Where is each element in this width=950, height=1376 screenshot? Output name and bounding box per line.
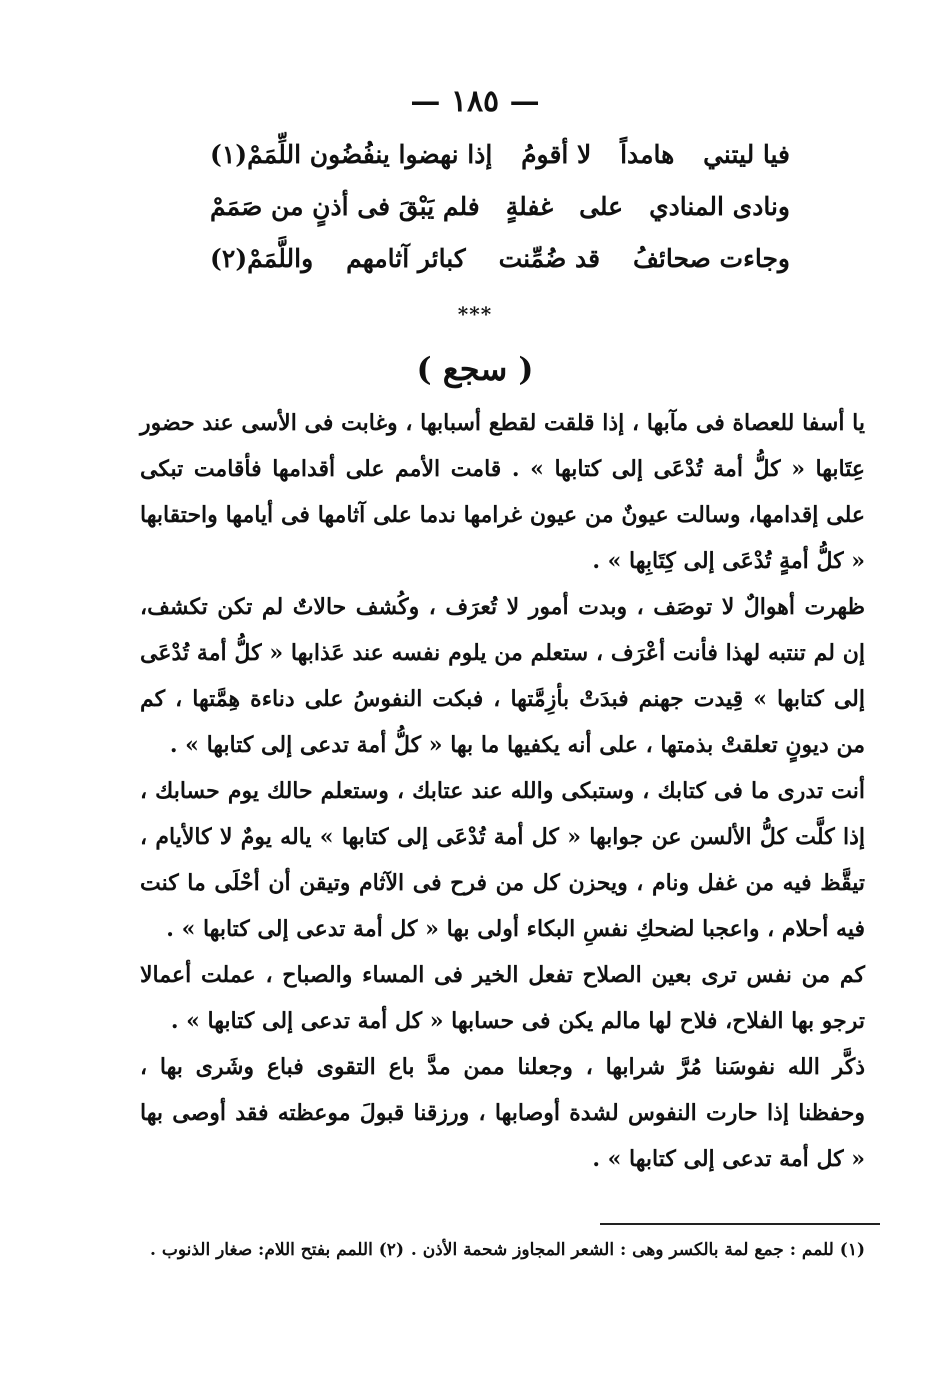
verse-segment: لا أقومُ [521,140,592,169]
verse-segment: غفلةٍ [505,192,554,221]
footnotes [150,1240,865,1260]
verse-segment: واللَّمَمْ(٢) [210,244,314,273]
verse-segment: على [579,192,624,221]
verse-segment: فلم يَبْقَ فى أذنٍ من صَمَمْ [210,192,480,221]
paragraph: ظهرت أهوالٌ لا توصَف ، وبدت أمور لا تُعرَف ، وكُشف حالاتٌ لم تكن تكشف، إن لم تنتبه لهذا فأنت أعْرَف ، ستعلم من يلوم نفسه عند عَذابها « كلُّ أمة تُدْعَى إلى كتابها » قِيدت جهنم فبدَتْ بأزِمَّتها ، فبكت النفوسُ على دناءة هِمَّتها ، كم من ديونٍ تعلقتْ بذمتها ، على أنه يكفيها ما بها « كلُّ أمة تدعى إلى كتابها » . [140,594,865,758]
poem-verse [210,192,790,244]
verse-segment: وجاءت صحائفُ [633,244,790,273]
verse-segment: ونادى المنادي [649,192,790,221]
body-text [140,400,865,1182]
paragraph: يا أسفا للعصاة فى مآبها ، إذا قلقت لقطع أسبابها ، وغابت فى الأسى عند حضور عِتَابها « كلُّ أمة تُدْعَى إلى كتابها » . قامت الأمم على أقدامها فأقامت تبكى على إقدامها، وسالت عيونٌ من عيون غرامها ندما على آثامها فى أيامها واحتقابها « كلُّ أمةٍ تُدْعَى إلى كِتَابِها » . [140,410,865,574]
section-title: ( سجع ) [416,350,534,388]
verse-segment: فيا ليتني [703,140,790,169]
footnote: (١) للمم : جمع لمة بالكسر وهى : الشعر المجاوز شحمة الأذن . [410,1240,865,1260]
verse-segment: هامداً [620,140,675,169]
page-number: — ١٨٥ — [410,84,540,119]
poem-verse [210,140,790,192]
paragraph: أنت تدرى ما فى كتابك ، وستبكى والله عند عتابك ، وستعلم حالك يوم حسابك ، إذا كلَّت كلُّ الألسن عن جوابها « كل أمة تُدْعَى إلى كتابها » ياله يومٌ لا كالأيام ، تيقَّظ فيه من غفل ونام ، ويحزن كل من فرح فى الآثام وتيقن أن أحْلَى ما كنت فيه أحلام ، واعجبا لضحكِ نفسِ البكاء أولى بها « كل أمة تدعى إلى كتابها » . [140,778,865,942]
paragraph: ذكَّر الله نفوسَنا مُرَّ شرابها ، وجعلنا ممن مدَّ باع التقوى فباع وشَرى بها ، وحفظنا إذا حارت النفوس لشدة أوصابها ، ورزقنا قبولَ موعظته فقد أوصى بها « كل أمة تدعى إلى كتابها » . [140,1054,865,1172]
poem-verse [210,244,790,296]
verse-segment: كبائر آثامهم [346,244,466,273]
paragraph: كم من نفس ترى بعين الصلاح تفعل الخير فى المساء والصباح ، عملت أعمالا ترجو بها الفلاح، فلاح لها مالم يكن فى حسابها « كل أمة تدعى إلى كتابها » . [140,962,865,1034]
section-separator: *** [457,302,493,326]
footnote-divider [600,1223,880,1225]
verse-segment: إذا نهضوا ينفُضُون اللِّمَمْ(١) [210,140,493,169]
footnote: (٢) اللمم بفتح اللام: صغار الذنوب . [150,1240,404,1260]
poem [210,140,790,296]
verse-segment: قد ضُمِّنت [498,244,601,273]
